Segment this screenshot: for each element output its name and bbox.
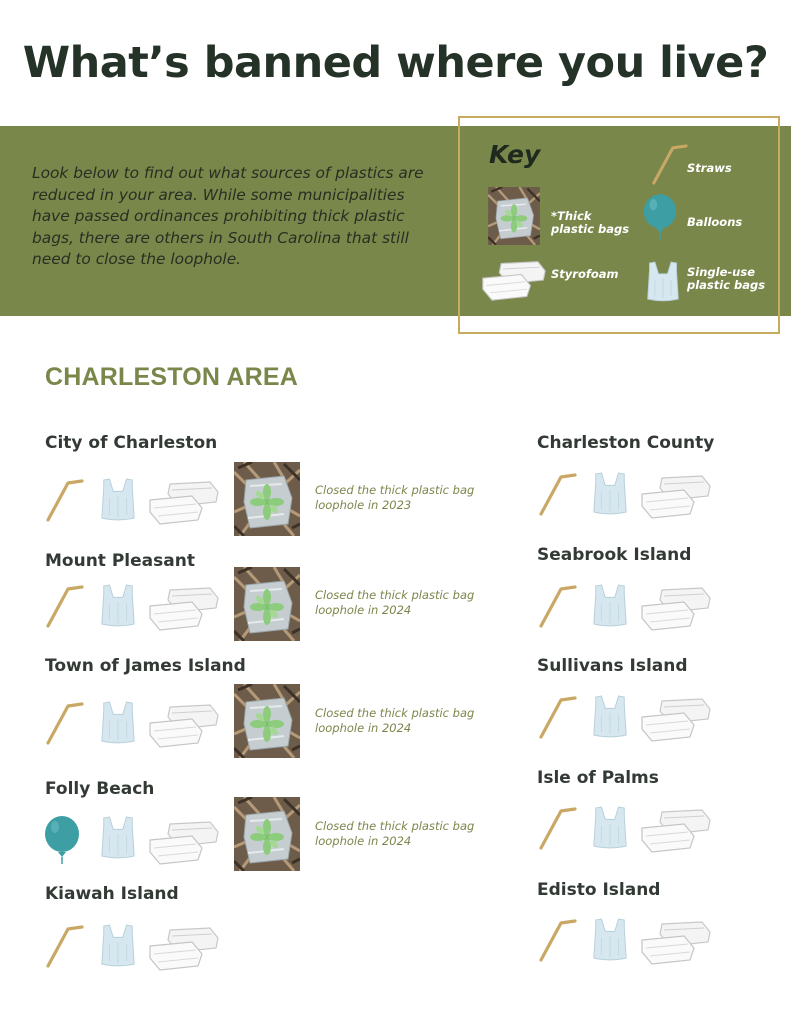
thick-bag-icon xyxy=(234,684,300,758)
thick-bag-icon xyxy=(234,797,300,871)
loophole-note: Closed the thick plastic bag loophole in 2024 xyxy=(315,706,475,735)
styrofoam-icon xyxy=(640,918,712,966)
plastic-bag-icon xyxy=(99,812,137,862)
straw-icon xyxy=(44,478,84,522)
styrofoam-icon xyxy=(148,584,220,632)
area-heading: CHARLESTON AREA xyxy=(45,363,299,391)
styrofoam-icon xyxy=(640,472,712,520)
plastic-bag-icon xyxy=(99,697,137,747)
straw-icon xyxy=(537,695,577,739)
key-label-balloons: Balloons xyxy=(687,215,743,229)
styrofoam-icon xyxy=(481,258,547,302)
balloon-icon xyxy=(641,193,679,241)
straw-icon xyxy=(650,143,688,185)
thick-bag-icon xyxy=(234,567,300,641)
balloon-icon xyxy=(42,815,82,865)
plastic-bag-icon xyxy=(99,920,137,970)
location-name: Mount Pleasant xyxy=(45,551,195,571)
location-name: Folly Beach xyxy=(45,779,155,799)
straw-icon xyxy=(44,701,84,745)
loophole-note: Closed the thick plastic bag loophole in 2024 xyxy=(315,819,475,848)
key-label-single-use: Single-use plastic bags xyxy=(687,265,766,292)
straw-icon xyxy=(537,806,577,850)
straw-icon xyxy=(537,584,577,628)
key-title: Key xyxy=(489,140,541,169)
location-name: Seabrook Island xyxy=(537,545,692,565)
styrofoam-icon xyxy=(640,584,712,632)
plastic-bag-icon xyxy=(99,474,137,524)
styrofoam-icon xyxy=(148,818,220,866)
loophole-note: Closed the thick plastic bag loophole in 2024 xyxy=(315,588,475,617)
location-name: Kiawah Island xyxy=(45,884,179,904)
location-name: City of Charleston xyxy=(45,433,218,453)
plastic-bag-icon xyxy=(591,802,629,852)
intro-text: Look below to find out what sources of plastics are reduced in your area. While some municipalities have passed ordinances prohibiting thick plastic bags, there are others in South Carolina that still need to close the loophole. xyxy=(32,164,424,268)
styrofoam-icon xyxy=(148,478,220,526)
plastic-bag-icon xyxy=(99,580,137,630)
loophole-note: Closed the thick plastic bag loophole in 2023 xyxy=(315,483,475,512)
plastic-bag-icon xyxy=(591,914,629,964)
plastic-bag-icon xyxy=(591,691,629,741)
styrofoam-icon xyxy=(148,924,220,972)
styrofoam-icon xyxy=(640,695,712,743)
straw-icon xyxy=(537,472,577,516)
location-name: Charleston County xyxy=(537,433,715,453)
location-name: Isle of Palms xyxy=(537,768,659,788)
thick-bag-icon xyxy=(488,187,540,245)
location-name: Edisto Island xyxy=(537,880,661,900)
location-name: Sullivans Island xyxy=(537,656,688,676)
plastic-bag-icon xyxy=(591,468,629,518)
straw-icon xyxy=(537,918,577,962)
key-label-thick-bags: *Thick plastic bags xyxy=(551,209,630,236)
plastic-bag-icon xyxy=(645,258,681,304)
page-title: What’s banned where you live? xyxy=(22,38,769,88)
thick-bag-icon xyxy=(234,462,300,536)
plastic-bag-icon xyxy=(591,580,629,630)
location-name: Town of James Island xyxy=(45,656,246,676)
styrofoam-icon xyxy=(640,806,712,854)
styrofoam-icon xyxy=(148,701,220,749)
straw-icon xyxy=(44,584,84,628)
straw-icon xyxy=(44,924,84,968)
key-label-straws: Straws xyxy=(687,161,732,175)
key-label-styrofoam: Styrofoam xyxy=(551,267,619,281)
